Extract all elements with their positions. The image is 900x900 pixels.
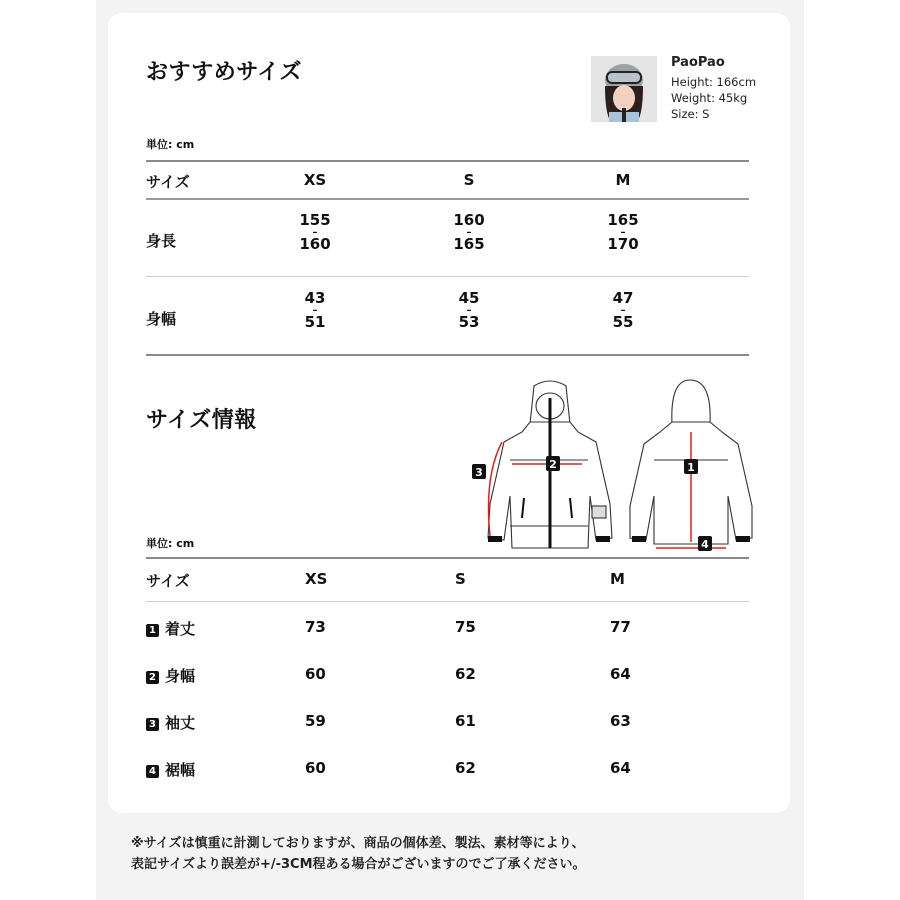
value-cell: 64 [610, 759, 631, 777]
recommended-size-title: おすすめサイズ [146, 60, 302, 85]
number-badge-icon: 4 [146, 765, 159, 778]
row-label-height: 身長 [146, 232, 177, 250]
value-cell: 73 [305, 618, 326, 636]
value-cell: 64 [610, 665, 631, 683]
table-rule [146, 601, 749, 602]
model-height: Height: 166cm [671, 75, 757, 89]
number-badge-icon: 3 [146, 718, 159, 731]
row-label-width: 身幅 [146, 310, 177, 328]
model-size: Size: S [671, 107, 710, 121]
value-cell: 75 [455, 618, 476, 636]
table-rule [146, 160, 749, 162]
jacket-diagram-icon [466, 376, 756, 554]
row-label-body-width: 2 身幅 [146, 665, 195, 686]
footnote [131, 833, 586, 875]
footnote-line-2: 表記サイズより誤差が+/-3CM程ある場合がございますのでご了承ください。 [131, 857, 586, 872]
value-cell: 63 [610, 712, 631, 730]
value-cell: 61 [455, 712, 476, 730]
column-header-s: S [463, 171, 475, 189]
size-info-title: サイズ情報 [146, 408, 257, 433]
value-cell: 60 [305, 665, 326, 683]
number-badge-icon: 1 [146, 624, 159, 637]
row-label-length: 1 着丈 [146, 618, 195, 639]
column-header-size: サイズ [146, 572, 190, 590]
table-rule [146, 354, 749, 356]
model-weight: Weight: 45kg [671, 91, 748, 105]
column-header-m: M [610, 570, 625, 588]
column-header-m: M [615, 171, 631, 189]
model-info [671, 55, 756, 122]
column-header-xs: XS [303, 171, 327, 189]
value-cell: 59 [305, 712, 326, 730]
svg-text:2: 2 [549, 458, 557, 471]
range-cell: 165 – 170 [607, 211, 639, 253]
value-cell: 62 [455, 759, 476, 777]
value-cell: 60 [305, 759, 326, 777]
value-cell: 77 [610, 618, 631, 636]
unit-label: 単位: cm [146, 138, 195, 151]
svg-text:1: 1 [687, 461, 695, 474]
range-cell: 160 – 165 [453, 211, 485, 253]
svg-text:4: 4 [701, 538, 709, 551]
range-cell: 45 – 53 [458, 289, 480, 331]
table-rule [146, 557, 749, 559]
row-label-sleeve: 3 袖丈 [146, 712, 195, 733]
table-rule [146, 198, 749, 200]
model-photo [591, 56, 657, 122]
column-header-size: サイズ [146, 173, 190, 191]
svg-text:3: 3 [475, 466, 483, 479]
value-cell: 62 [455, 665, 476, 683]
model-name: PaoPao [671, 55, 725, 70]
range-cell: 43 – 51 [304, 289, 326, 331]
unit-label: 単位: cm [146, 537, 195, 550]
table-rule [146, 276, 749, 277]
row-label-hem-width: 4 裾幅 [146, 759, 195, 780]
column-header-xs: XS [305, 570, 328, 588]
model-photo-icon [591, 56, 657, 122]
range-cell: 155 – 160 [299, 211, 331, 253]
column-header-s: S [455, 570, 466, 588]
range-cell: 47 – 55 [612, 289, 634, 331]
number-badge-icon: 2 [146, 671, 159, 684]
footnote-line-1: ※サイズは慎重に計測しておりますが、商品の個体差、製法、素材等により、 [131, 836, 585, 851]
